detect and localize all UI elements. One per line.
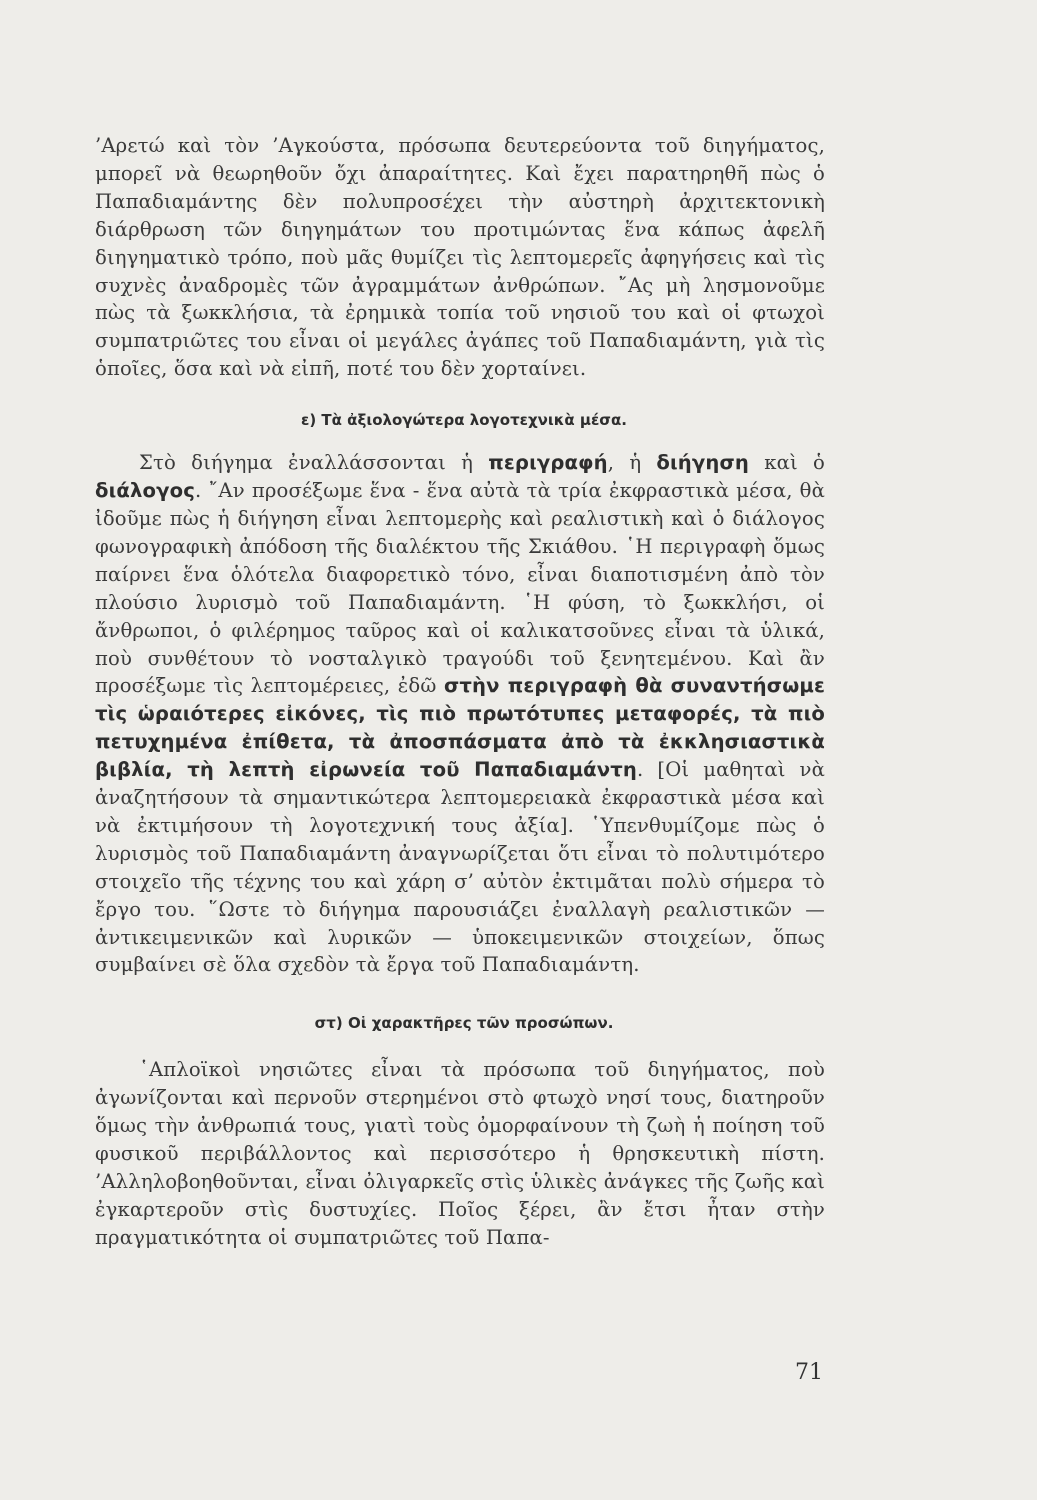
bold-term-narration: διήγηση [656, 451, 750, 475]
page-number: 71 [795, 1360, 823, 1385]
text-run: . ῎Αν προσέξωμε ἕνα - ἕνα αὐτὰ τὰ τρία ἐκφραστικὰ μέσα, θὰ ἰδοῦμε πὼς ἡ διήγηση εἶναι λεπτομερὴς καὶ ρεαλιστικὴ καὶ ὁ διάλογος φωνογραφικὴ ἀπόδοση τῆς διαλέκτου τῆς Σκιάθου. ῾Η περιγραφὴ ὅμως παίρνει ἕνα ὁλότελα διαφορετικὸ τόνο, εἶναι διαποτισμένη ἀπὸ τὸν πλούσιο λυρισμὸ τοῦ Παπαδιαμάντη. ῾Η φύση, τὸ ξωκκλήσι, οἱ ἄνθρωποι, ὁ φιλέρημος ταῦρος καὶ οἱ καλικατσοῦνες εἶναι τὰ ὑλικά, ποὺ συνθέτουν τὸ νοσταλγικὸ τραγούδι τοῦ ξενητεμένου. Καὶ ἂν προσέξωμε τὶς λεπτομέρειες, ἐδῶ [95, 479, 825, 698]
text-run: , ἡ [607, 451, 657, 475]
section-heading-st: στ) Οἱ χαρακτῆρες τῶν προσώπων. [314, 1014, 614, 1033]
bold-term-dialogue: διάλογος [95, 479, 196, 503]
paragraph-literary-means [95, 449, 825, 979]
text-run: Στὸ διήγημα ἐναλλάσσονται ἡ [139, 451, 489, 475]
bold-term-description: περιγραφή [488, 451, 608, 475]
section-heading-e: ε) Τὰ ἀξιολογώτερα λογοτεχνικὰ μέσα. [301, 411, 627, 430]
text-run: καὶ ὁ [749, 451, 825, 475]
paragraph-characters: ῾Απλοϊκοὶ νησιῶτες εἶναι τὰ πρόσωπα τοῦ διηγήματος, ποὺ ἀγωνίζονται καὶ περνοῦν στερημένοι στὸ φτωχὸ νησί τους, διατηροῦν ὅμως τὴν ἀνθρωπιά τους, γιατὶ τοὺς ὀμορφαίνουν τὴ ζωὴ ἡ ποίηση τοῦ φυσικοῦ περιβάλλοντος καὶ περισσότερο ἡ θρησκευτικὴ πίστη. ’Αλληλοβοηθοῦνται, εἶναι ὀλιγαρκεῖς στὶς ὑλικὲς ἀνάγκες τῆς ζωῆς καὶ ἐγκαρτεροῦν στὶς δυστυχίες. Ποῖος ξέρει, ἂν ἔτσι ἦταν στὴν πραγματικότητα οἱ συμπατριῶτες τοῦ Παπα- [95, 1058, 825, 1249]
bold-emphasis-passage: στὴν περιγραφὴ θὰ συναντήσωμε τὶς ὡραιότερες εἰκόνες, τὶς πιὸ πρωτότυπες μεταφορές, τὰ πιὸ πετυχημένα ἐπίθετα, τὰ ἀποσπάσματα ἀπὸ τὰ ἐκκλησιαστικὰ βιβλία, τὴ λεπτὴ εἰρωνεία τοῦ Παπαδιαμάντη [95, 674, 825, 782]
paragraph-continuation: ’Αρετώ καὶ τὸν ’Αγκούστα, πρόσωπα δευτερεύοντα τοῦ διηγήματος, μπορεῖ νὰ θεωρηθοῦν ὄχι ἀπαραίτητες. Καὶ ἔχει παρατηρηθῆ πὼς ὁ Παπαδιαμάντης δὲν πολυπροσέχει τὴν αὐστηρὴ ἀρχιτεκτονικὴ διάρθρωση τῶν διηγημάτων του προτιμώντας ἕνα κάπως ἀφελῆ διηγηματικὸ τρόπο, ποὺ μᾶς θυμίζει τὶς λεπτομερεῖς ἀφηγήσεις καὶ τὶς συχνὲς ἀναδρομὲς τῶν ἀγραμμάτων ἀνθρώπων. ῎Ας μὴ λησμονοῦμε πὼς τὰ ξωκκλήσια, τὰ ἐρημικὰ τοπία τοῦ νησιοῦ του καὶ οἱ φτωχοὶ συμπατριῶτες του εἶναι οἱ μεγάλες ἀγάπες τοῦ Παπαδιαμάντη, γιὰ τὶς ὁποῖες, ὅσα καὶ νὰ εἰπῆ, ποτέ του δὲν χορταίνει. [95, 134, 825, 381]
text-run: . [Οἱ μαθηταὶ νὰ ἀναζητήσουν τὰ σημαντικώτερα λεπτομερειακὰ ἐκφραστικὰ μέσα καὶ νὰ ἐκτιμήσουν τὴ λογοτεχνική τους ἀξία]. ῾Υπενθυμίζομε πὼς ὁ λυρισμὸς τοῦ Παπαδιαμάντη ἀναγνωρίζεται ὅτι εἶναι τὸ πολυτιμότερο στοιχεῖο τῆς τέχνης του καὶ χάρη σ’ αὐτὸν ἐκτιμᾶται πολὺ σήμερα τὸ ἔργο του. ῞Ωστε τὸ διήγημα παρουσιάζει ἐναλλαγὴ ρεαλιστικῶν — ἀντικειμενικῶν καὶ λυρικῶν — ὑποκειμενικῶν στοιχείων, ὅπως συμβαίνει σὲ ὅλα σχεδὸν τὰ ἔργα τοῦ Παπαδιαμάντη. [95, 758, 825, 977]
